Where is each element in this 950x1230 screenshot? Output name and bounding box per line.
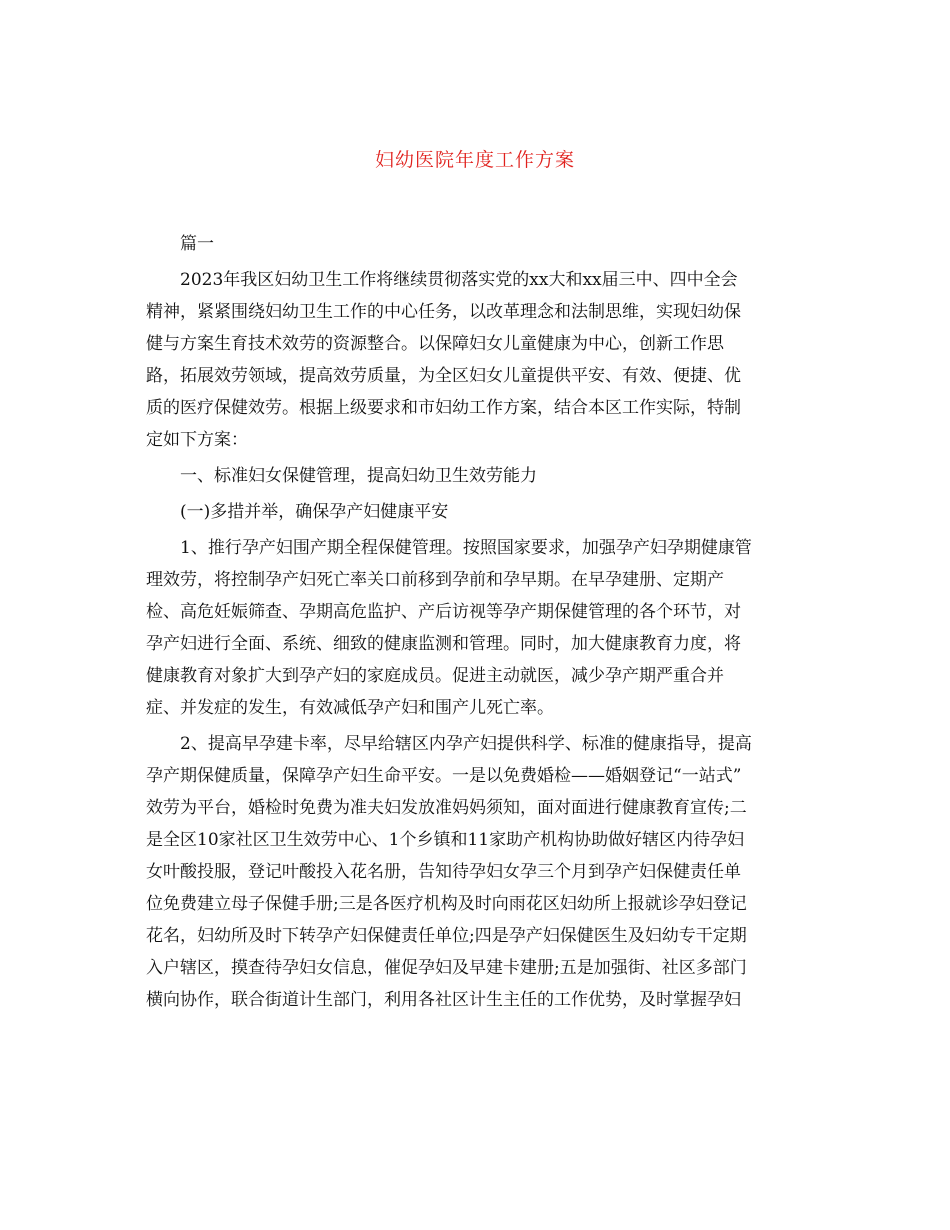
paragraph-line: 健康教育对象扩大到孕产妇的家庭成员。促进主动就医，减少孕产期严重合并 [146,666,724,686]
paragraph-line: 2023年我区妇幼卫生工作将继续贯彻落实党的xx大和xx届三中、四中全会 [180,270,738,290]
paragraph-line: 入户辖区，摸查待孕妇女信息，催促孕妇及早建卡建册;五是加强街、社区多部门 [146,958,747,978]
paragraph-line: 症、并发症的发生，有效减低孕产妇和围产儿死亡率。 [146,698,554,718]
paragraph-line: 路，拓展效劳领域，提高效劳质量，为全区妇女儿童提供平安、有效、便捷、优 [146,366,741,386]
paragraph-line: 理效劳，将控制孕产妇死亡率关口前移到孕前和孕早期。在早孕建册、定期产 [146,570,724,590]
paragraph-line: 位免费建立母子保健手册;三是各医疗机构及时向雨花区妇幼所上报就诊孕妇登记 [146,894,747,914]
section-label: 篇一 [180,234,214,254]
paragraph-line: 质的医疗保健效劳。根据上级要求和市妇幼工作方案，结合本区工作实际，特制 [146,398,741,418]
paragraph-line: 定如下方案： [146,430,248,450]
paragraph-line: 2、提高早孕建卡率，尽早给辖区内孕产妇提供科学、标准的健康指导，提高 [180,734,752,754]
paragraph-line: 1、推行孕产妇围产期全程保健管理。按照国家要求，加强孕产妇孕期健康管 [180,538,752,558]
paragraph-line: 效劳为平台，婚检时免费为准夫妇发放准妈妈须知，面对面进行健康教育宣传;二 [146,798,747,818]
heading-level-2: (一)多措并举，确保孕产妇健康平安 [180,502,449,522]
paragraph-line: 健与方案生育技术效劳的资源整合。以保障妇女儿童健康为中心，创新工作思 [146,334,724,354]
paragraph-line: 横向协作，联合街道计生部门，利用各社区计生主任的工作优势，及时掌握孕妇 [146,990,741,1010]
paragraph-line: 孕产期保健质量，保障孕产妇生命平安。一是以免费婚检——婚姻登记“一站式” [146,766,742,786]
heading-level-1: 一、标准妇女保健管理，提高妇幼卫生效劳能力 [180,466,537,486]
paragraph-line: 精神，紧紧围绕妇幼卫生工作的中心任务，以改革理念和法制思维，实现妇幼保 [146,302,741,322]
paragraph-line: 孕产妇进行全面、系统、细致的健康监测和管理。同时，加大健康教育力度，将 [146,634,741,654]
paragraph-line: 花名，妇幼所及时下转孕产妇保健责任单位;四是孕产妇保健医生及妇幼专干定期 [146,926,747,946]
paragraph-line: 是全区10家社区卫生效劳中心、1个乡镇和11家助产机构协助做好辖区内待孕妇 [146,830,745,850]
document-body [146,228,806,1016]
document-title: 妇幼医院年度工作方案 [374,149,575,171]
paragraph-line: 检、高危妊娠筛查、孕期高危监护、产后访视等孕产期保健管理的各个环节，对 [146,602,741,622]
paragraph-line: 女叶酸投服，登记叶酸投入花名册，告知待孕妇女孕三个月到孕产妇保健责任单 [146,862,741,882]
